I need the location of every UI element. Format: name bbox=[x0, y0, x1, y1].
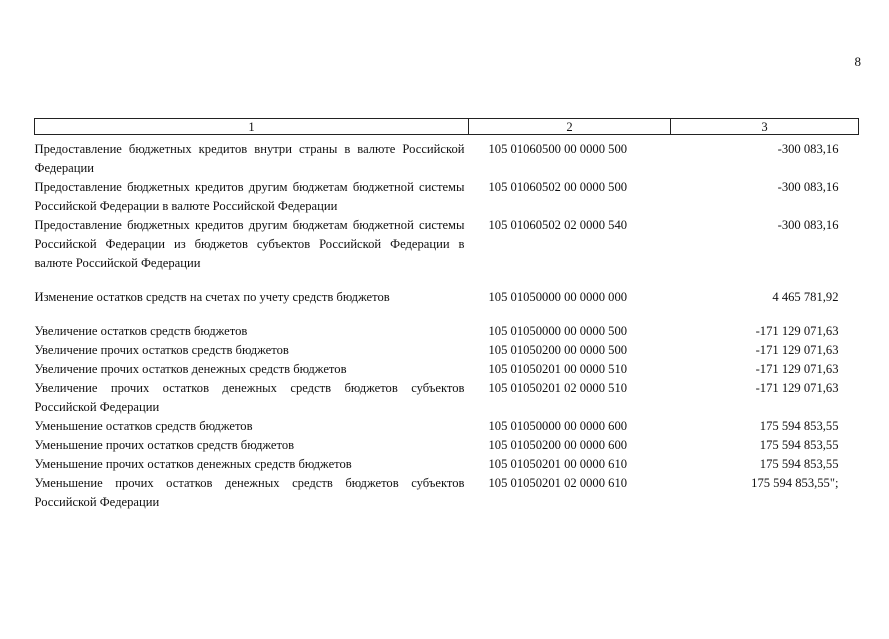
row-description: Увеличение прочих остатков денежных средств бюджетов bbox=[34, 362, 347, 376]
table-row bbox=[35, 379, 859, 417]
column-header-1: 1 bbox=[35, 119, 469, 135]
row-description: Предоставление бюджетных кредитов другим бюджетам бюджетной системы Российской Федерации из бюджетов субъектов Российской Федерации в валюте Российской Федерации bbox=[34, 218, 465, 270]
column-header-2: 2 bbox=[469, 119, 671, 135]
row-code: 105 01060502 00 0000 500 bbox=[488, 180, 628, 194]
row-amount: -300 083,16 bbox=[777, 218, 839, 232]
column-header-3: 3 bbox=[671, 119, 859, 135]
row-description: Увеличение остатков средств бюджетов bbox=[34, 324, 248, 338]
row-code: 105 01050200 00 0000 500 bbox=[488, 343, 628, 357]
table-row bbox=[35, 216, 859, 288]
row-description: Уменьшение прочих остатков денежных средств бюджетов bbox=[34, 457, 352, 471]
table-row bbox=[35, 417, 859, 436]
table-row bbox=[35, 455, 859, 474]
row-description: Увеличение прочих остатков средств бюджетов bbox=[34, 343, 289, 357]
row-amount: -171 129 071,63 bbox=[755, 362, 839, 376]
row-amount: -171 129 071,63 bbox=[755, 324, 839, 338]
row-amount: 175 594 853,55 bbox=[759, 457, 839, 471]
row-amount: -300 083,16 bbox=[777, 142, 839, 156]
row-description: Предоставление бюджетных кредитов внутри страны в валюте Российской Федерации bbox=[34, 142, 465, 175]
row-amount: -300 083,16 bbox=[777, 180, 839, 194]
row-code: 105 01050000 00 0000 600 bbox=[488, 419, 628, 433]
row-code: 105 01050201 00 0000 510 bbox=[488, 362, 628, 376]
row-code: 105 01060500 00 0000 500 bbox=[488, 142, 628, 156]
table-row bbox=[35, 360, 859, 379]
row-amount: -171 129 071,63 bbox=[755, 381, 839, 395]
row-description: Уменьшение остатков средств бюджетов bbox=[34, 419, 253, 433]
row-description: Изменение остатков средств на счетах по учету средств бюджетов bbox=[34, 290, 390, 304]
row-code: 105 01050000 00 0000 000 bbox=[488, 290, 628, 304]
page-number: 8 bbox=[854, 54, 861, 69]
row-amount: -171 129 071,63 bbox=[755, 343, 839, 357]
row-code: 105 01060502 02 0000 540 bbox=[488, 218, 628, 232]
row-code: 105 01050201 02 0000 610 bbox=[488, 476, 628, 490]
row-code: 105 01050200 00 0000 600 bbox=[488, 438, 628, 452]
table-row bbox=[35, 322, 859, 341]
row-description: Уменьшение прочих остатков денежных средств бюджетов субъектов Российской Федерации bbox=[34, 476, 465, 509]
table-row bbox=[35, 474, 859, 512]
row-code: 105 01050000 00 0000 500 bbox=[488, 324, 628, 338]
row-description: Уменьшение прочих остатков средств бюджетов bbox=[34, 438, 295, 452]
column-number-row bbox=[35, 119, 859, 135]
table-row bbox=[35, 178, 859, 216]
row-amount: 175 594 853,55 bbox=[759, 438, 839, 452]
table-row bbox=[35, 140, 859, 178]
table-row bbox=[35, 341, 859, 360]
row-code: 105 01050201 00 0000 610 bbox=[488, 457, 628, 471]
table-row bbox=[35, 288, 859, 322]
table-row bbox=[35, 436, 859, 455]
row-description: Предоставление бюджетных кредитов другим бюджетам бюджетной системы Российской Федерации в валюте Российской Федерации bbox=[34, 180, 465, 213]
row-amount: 175 594 853,55 bbox=[759, 419, 839, 433]
row-description: Увеличение прочих остатков денежных средств бюджетов субъектов Российской Федерации bbox=[34, 381, 465, 414]
row-code: 105 01050201 02 0000 510 bbox=[488, 381, 628, 395]
row-amount: 4 465 781,92 bbox=[772, 290, 839, 304]
budget-sources-table bbox=[34, 118, 859, 512]
row-amount: 175 594 853,55"; bbox=[751, 476, 839, 490]
